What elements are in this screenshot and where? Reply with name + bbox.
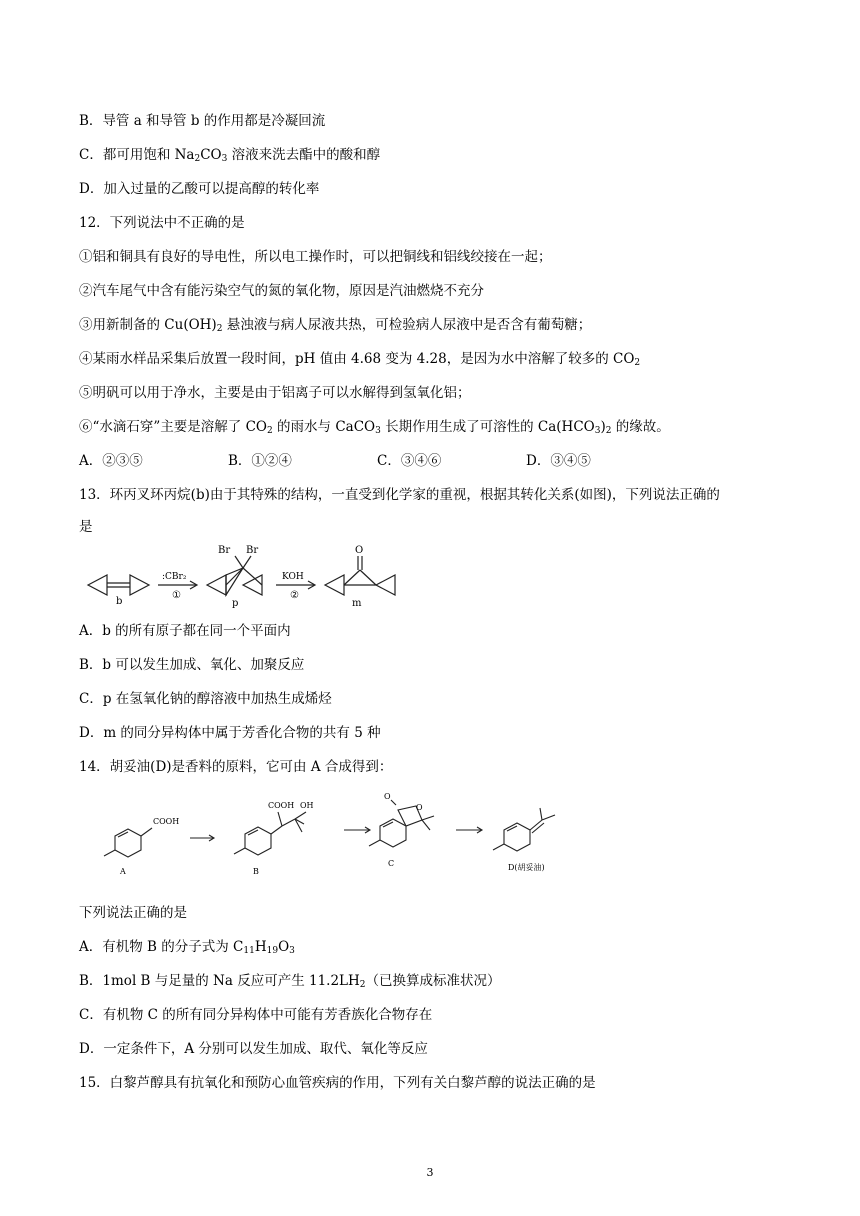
label-m: m [352,598,362,608]
step-1: ① [172,590,181,601]
q13-reaction-scheme [80,540,400,608]
oxygen: O [355,545,364,556]
q13-stem-cont: 是 [79,519,93,535]
q12-statement-1: ①铝和铜具有良好的导电性，所以电工操作时，可以把铜线和铝线绞接在一起； [79,249,552,265]
q11-option-b: B．导管 a 和导管 b 的作用都是冷凝回流 [79,113,326,129]
label-b: B [253,867,259,876]
o-c1: O [384,792,391,801]
q12-statement-4: ④某雨水样品采集后放置一段时间，pH 值由 4.68 变为 4.28，是因为水中溶解了较多的 $CO_2$ [79,351,641,368]
q14-option-a: A．有机物 B 的分子式为 $C_{11}H_{19}O_3$ [79,939,295,956]
q12-statement-3: ③用新制备的 $Cu(OH)_2$ 悬浊液与病人尿液共热，可检验病人尿液中是否含有葡萄糖； [79,317,592,334]
label-d: D(胡妥油) [508,863,545,872]
q12-option-a: A．②③⑤ [79,453,143,469]
page-number: 3 [426,1166,434,1179]
cooh-a: COOH [153,817,180,826]
q13-stem: 13．环丙叉环丙烷(b)由于其特殊的结构，一直受到化学家的重视，根据其转化关系(如图)，下列说法正确的 [79,487,720,503]
q12-stem: 12．下列说法中不正确的是 [79,215,245,231]
q13-option-c: C．p 在氢氧化钠的醇溶液中加热生成烯烃 [79,691,332,707]
q12-statement-6: ⑥“水滴石穿”主要是溶解了 $CO_2$ 的雨水与 CaCO$_3$ 长期作用生成了可溶性的 $Ca(HCO_3)_2$ 的缘故。 [79,419,670,436]
reagent-koh: KOH [282,572,304,582]
q14-option-b: B．1mol B 与足量的 Na 反应可产生 $11.2LH_2$（已换算成标准状况） [79,973,501,990]
br-1: Br [218,545,231,556]
q13-option-d: D．m 的同分异构体中属于芳香化合物的共有 5 种 [79,725,381,741]
q13-option-b: B．b 可以发生加成、氧化、加聚反应 [79,657,305,673]
cooh-b: COOH [268,801,295,810]
label-p: p [232,598,239,608]
label-a: A [120,867,126,876]
q14-synthesis-scheme [90,786,570,880]
q11-option-c: C．都可用饱和 $Na_2CO_3$ 溶液来洗去酯中的酸和醇 [79,147,381,164]
q14-option-c: C．有机物 C 的所有同分异构体中可能有芳香族化合物存在 [79,1007,433,1023]
o-c2: O [416,803,423,812]
step-2: ② [290,590,299,601]
reagent-cbr2: :CBr₂ [162,572,187,582]
oh-b: OH [300,801,314,810]
q12-option-b: B．①②④ [228,453,292,469]
q15-stem: 15．白黎芦醇具有抗氧化和预防心血管疾病的作用，下列有关白黎芦醇的说法正确的是 [79,1075,596,1091]
label-c: C [388,859,395,868]
q12-option-c: C．③④⑥ [377,453,442,469]
q12-statement-5: ⑤明矾可以用于净水，主要是由于铝离子可以水解得到氢氧化铝； [79,385,471,401]
q13-option-a: A．b 的所有原子都在同一个平面内 [79,623,291,639]
label-b: b [116,596,123,607]
br-2: Br [246,545,259,556]
q14-option-d: D．一定条件下，A 分别可以发生加成、取代、氧化等反应 [79,1041,428,1057]
q12-statement-2: ②汽车尾气中含有能污染空气的氮的氧化物，原因是汽油燃烧不充分 [79,283,484,299]
q11-option-d: D．加入过量的乙酸可以提高醇的转化率 [79,181,320,197]
q14-stem: 14．胡妥油(D)是香料的原料，它可由 A 合成得到： [79,759,393,775]
q14-intro: 下列说法正确的是 [79,905,187,921]
q12-option-d: D．③④⑤ [526,453,591,469]
